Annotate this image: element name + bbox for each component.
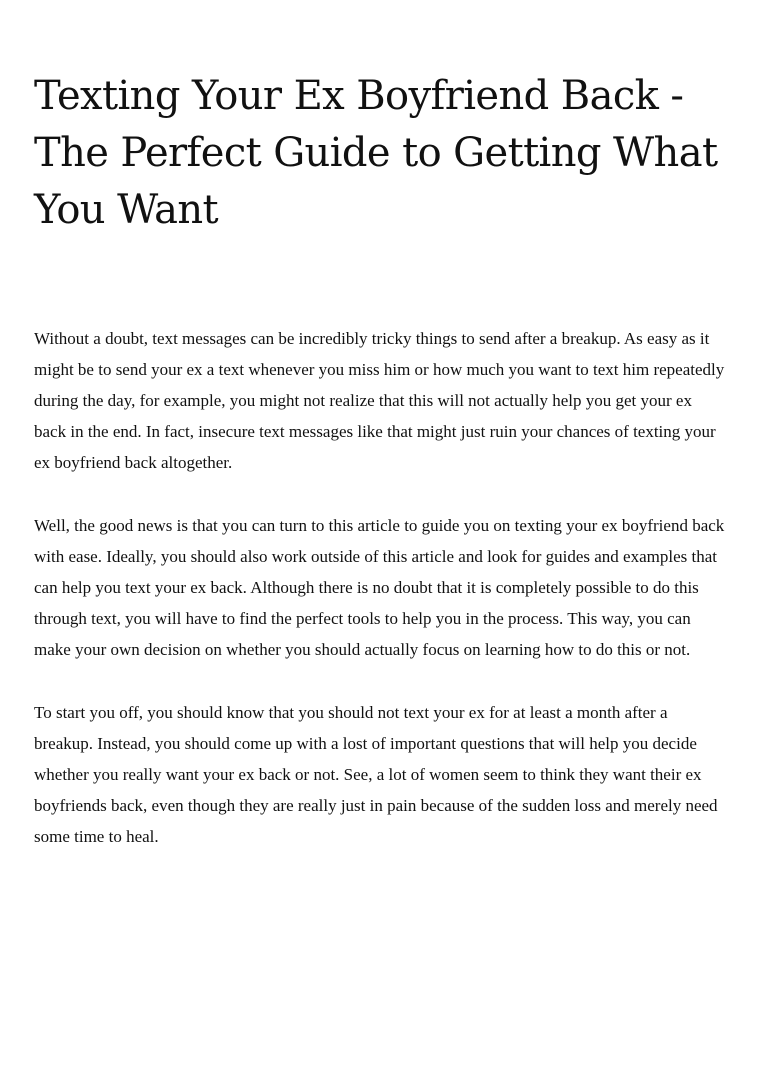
paragraph-2: Well, the good news is that you can turn to this article to guide you on texting your ex boyfriend back with ease. Ideally, you should also work outside of this article and look for guides and examples that can help you text your ex back. Although there is no doubt that it is completely possible to do this through text, you will have to find the perfect tools to help you in the process. This way, you can make your own decision on whether you should actually focus on learning how to do this or not.	[34, 516, 725, 659]
paragraph-3: To start you off, you should know that you should not text your ex for at least a month after a breakup. Instead, you should come up with a lost of important questions that will help you decide whether you really want your ex back or not. See, a lot of women seem to think they want their ex boyfriends back, even though they are really just in pain because of the sudden loss and merely need some time to heal.	[34, 703, 718, 846]
article-body	[34, 323, 728, 852]
document-title: Texting Your Ex Boyfriend Back - The Perfect Guide to Getting What You Want	[34, 73, 718, 233]
paragraph-1: Without a doubt, text messages can be incredibly tricky things to send after a breakup. As easy as it might be to send your ex a text whenever you miss him or how much you want to text him repeatedly during the day, for example, you might not realize that this will not actually help you get your ex back in the end. In fact, insecure text messages like that might just ruin your chances of texting your ex boyfriend back altogether.	[34, 329, 725, 472]
